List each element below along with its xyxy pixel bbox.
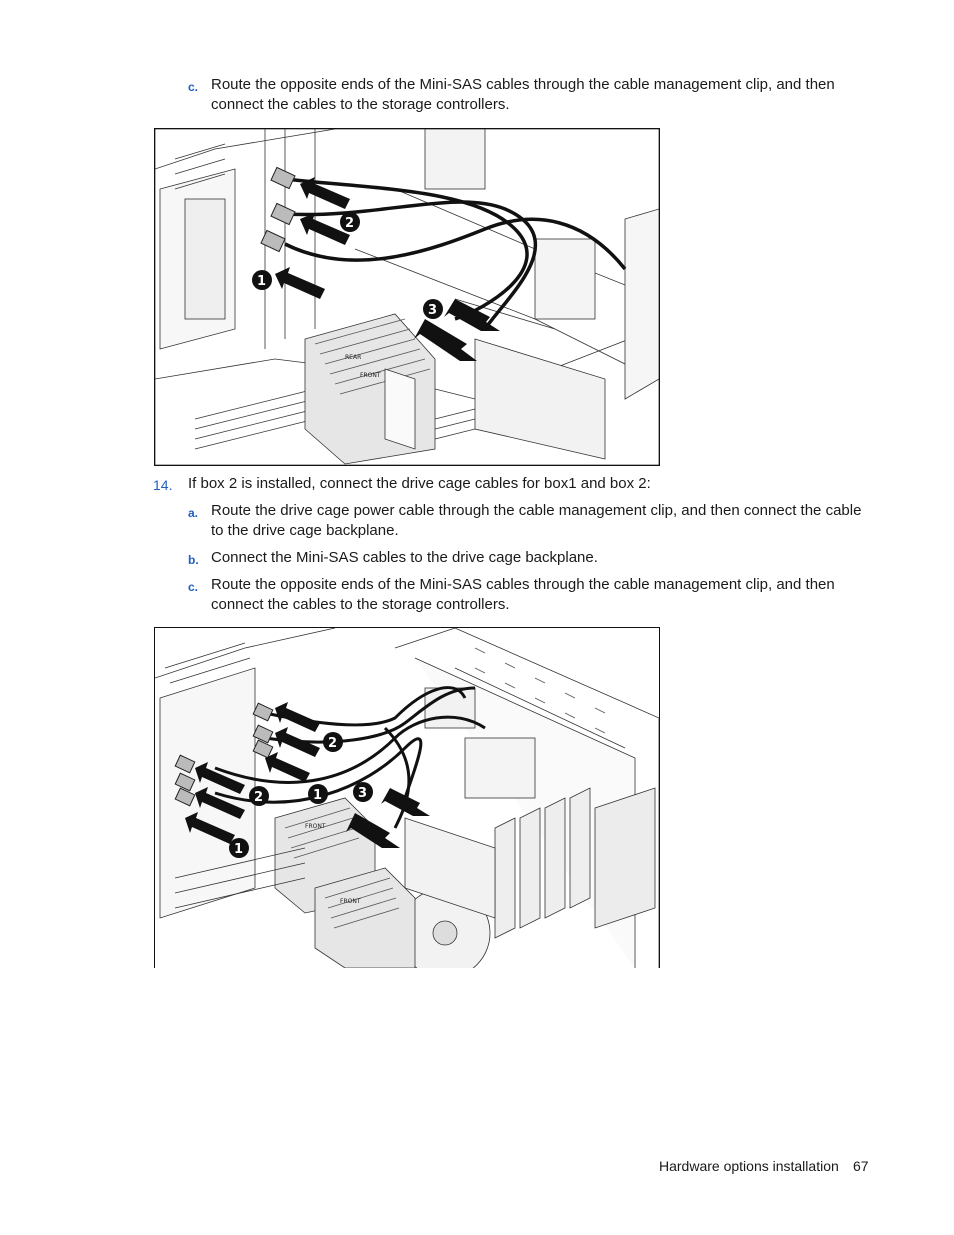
callout-label: 2 bbox=[254, 790, 264, 805]
substep-a-line2: to the drive cage backplane. bbox=[211, 522, 399, 539]
heatsink-label-front: FRONT bbox=[340, 898, 361, 905]
substep-a-line1: Route the drive cage power cable through the cable management clip, and then connect the cable bbox=[211, 502, 862, 519]
callout-label: 1 bbox=[234, 842, 244, 857]
step-letter: c. bbox=[188, 80, 199, 94]
heatsink-label-front: FRONT bbox=[305, 823, 326, 830]
substep-letter: a. bbox=[188, 506, 199, 520]
footer-section-title: Hardware options installation bbox=[659, 1158, 839, 1174]
heatsink-label-rear: REAR bbox=[345, 354, 362, 361]
callout-label: 2 bbox=[328, 736, 338, 751]
callout-label: 3 bbox=[358, 786, 368, 801]
substep-c-line1: Route the opposite ends of the Mini-SAS cables through the cable management clip, and then bbox=[211, 576, 835, 593]
step-text bbox=[211, 75, 891, 115]
figure-cable-routing-box1-box2 bbox=[154, 627, 660, 968]
figure-cable-routing-box1 bbox=[154, 128, 660, 466]
substep-letter: c. bbox=[188, 580, 199, 594]
callout-label: 3 bbox=[428, 303, 438, 318]
substep-a-text bbox=[211, 501, 891, 541]
step-text-line1: Route the opposite ends of the Mini-SAS cables through the cable management clip, and then bbox=[211, 76, 835, 93]
substep-b-text: Connect the Mini-SAS cables to the drive cage backplane. bbox=[211, 549, 598, 566]
heatsink-label-front: FRONT bbox=[360, 372, 381, 379]
callout-label: 1 bbox=[257, 274, 267, 289]
substep-c-line2: connect the cables to the storage controllers. bbox=[211, 596, 510, 613]
page-number: 67 bbox=[853, 1158, 869, 1174]
substep-letter: b. bbox=[188, 553, 199, 567]
callout-label: 1 bbox=[313, 788, 323, 803]
step-number: 14. bbox=[153, 477, 173, 493]
callout-label: 2 bbox=[345, 216, 355, 231]
substep-c-text bbox=[211, 575, 891, 615]
step-14-text: If box 2 is installed, connect the drive cage cables for box1 and box 2: bbox=[188, 475, 651, 492]
step-text-line2: connect the cables to the storage controllers. bbox=[211, 96, 510, 113]
